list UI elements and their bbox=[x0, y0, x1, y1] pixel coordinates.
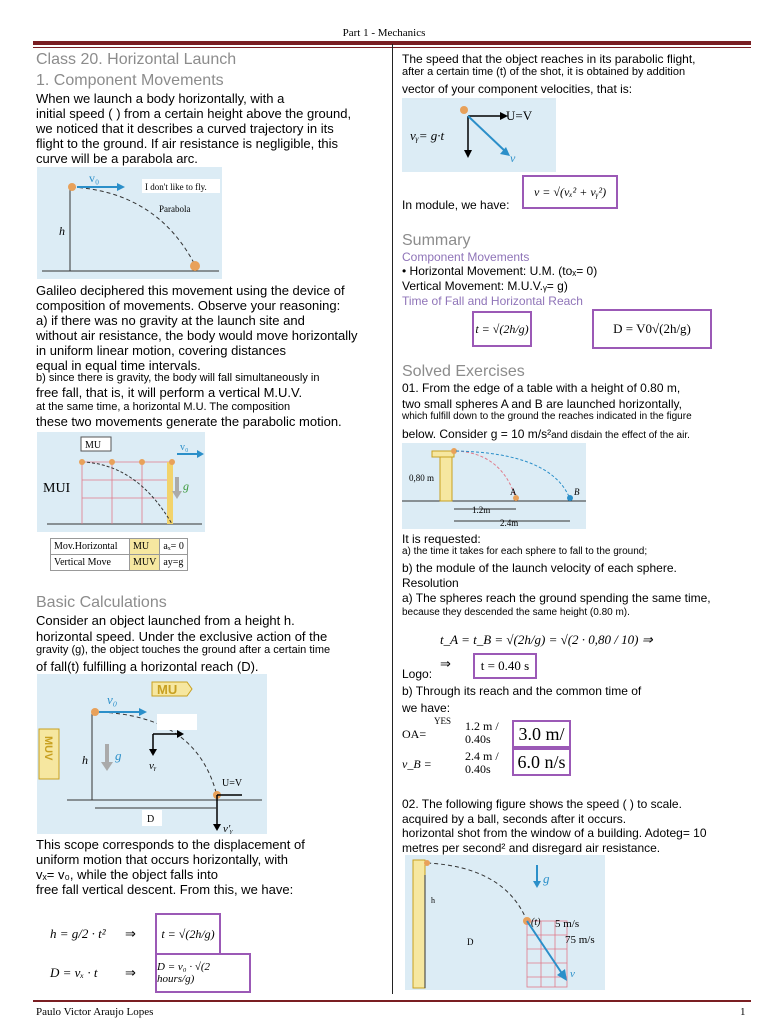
figure-table-spheres bbox=[402, 443, 586, 529]
va-label: OA= bbox=[402, 727, 427, 741]
launch-diagram bbox=[37, 674, 267, 834]
horizontal-movement: • Horizontal Movement: U.M. (toₓ= 0) bbox=[402, 264, 598, 278]
component-movements-heading: Component Movements bbox=[402, 250, 530, 264]
g-label: g bbox=[183, 479, 189, 493]
speed-line1: The speed that the object reaches in its parabolic flight, bbox=[402, 52, 696, 66]
column-divider bbox=[392, 44, 393, 994]
vy-label: vᵧ bbox=[149, 760, 157, 772]
table-cell: Mov.Horizontal bbox=[51, 539, 130, 555]
mu-label: MU bbox=[85, 440, 102, 451]
equation-t-box: t = √(2h/g) bbox=[155, 913, 221, 955]
t-label: (t) bbox=[531, 917, 541, 928]
ex2-line1: 02. The following figure shows the speed ( ) to scale. bbox=[402, 797, 682, 811]
requested: It is requested: bbox=[402, 532, 481, 546]
vertical-movement: Vertical Movement: M.U.V.ᵧ= g) bbox=[402, 279, 568, 293]
va-fraction: 1.2 m / 0.40s bbox=[465, 719, 499, 746]
resolution: Resolution bbox=[402, 576, 459, 590]
table-row bbox=[51, 539, 188, 555]
intro-paragraph: When we launch a body horizontally, with a initial speed ( ) from a certain height above the ground, we noticed that it describes a curved trajectory in its flight to the ground. If air resistance is negligible, this curve will be a parabola arc. bbox=[36, 91, 352, 166]
va-yes: YES bbox=[434, 716, 452, 726]
parabola-diagram bbox=[37, 167, 222, 279]
class-title: Class 20. Horizontal Launch bbox=[36, 51, 237, 68]
arrow-2: ⇒ bbox=[125, 965, 136, 980]
page-header: Part 1 - Mechanics bbox=[342, 27, 426, 39]
h-label: h bbox=[431, 896, 435, 905]
vb-label: v_B = bbox=[402, 757, 432, 771]
vy2-label: v'ᵧ bbox=[223, 823, 233, 834]
b-label: B bbox=[574, 487, 580, 497]
d1-label: 1.2m bbox=[472, 505, 491, 515]
v-label: v bbox=[510, 151, 516, 165]
equation-h: h = g/2 · t² bbox=[50, 926, 106, 941]
in-module: In module, we have: bbox=[402, 198, 510, 212]
arrow-1: ⇒ bbox=[125, 926, 136, 941]
basic-line1: Consider an object launched from a height h. bbox=[36, 613, 295, 628]
composition-diagram bbox=[37, 432, 205, 532]
va-result-box: 3.0 m/ bbox=[512, 720, 571, 748]
time-equation: t_A = t_B = √(2h/g) = √(2 · 0,80 / 10) ⇒ bbox=[440, 632, 653, 647]
d-label: D bbox=[467, 937, 474, 947]
h-label: h bbox=[82, 753, 88, 767]
vb-fraction: 2.4 m / 0.40s bbox=[465, 749, 499, 776]
velocity-diagram bbox=[402, 98, 556, 172]
section-title: 1. Component Movements bbox=[36, 72, 224, 89]
ex1-line4: below. Consider g = 10 m/s²and disdain the effect of the air. bbox=[402, 427, 690, 441]
uv-label: U=V bbox=[506, 108, 533, 123]
table-row bbox=[51, 555, 188, 571]
galileo-b3: at the same time, a horizontal M.U. The composition bbox=[36, 401, 291, 413]
solved-exercises-title: Solved Exercises bbox=[402, 363, 525, 380]
spheres-diagram bbox=[402, 443, 586, 529]
figure-building bbox=[405, 855, 605, 990]
summary-d-box: D = V0√(2h/g) bbox=[592, 309, 712, 349]
height-label: 0,80 m bbox=[409, 473, 435, 483]
ex2-line2: acquired by a ball, seconds after it occurs. bbox=[402, 812, 627, 826]
table-cell: ay=g bbox=[160, 555, 187, 571]
figure-launch bbox=[37, 674, 267, 834]
v5-label: 5 m/s bbox=[555, 918, 580, 930]
v0-label: v₀ bbox=[107, 692, 118, 707]
summary-title: Summary bbox=[402, 232, 471, 249]
galileo-paragraph: Galileo deciphered this movement using the device of composition of movements. Observe your reasoning: a) if there was no gravity at the launch site and without air resistance, the body would move horizontally in uniform linear motion, covering distances equal in equal time intervals. bbox=[36, 283, 358, 373]
logo-label: Logo: bbox=[402, 667, 433, 681]
galileo-b4: these two movements generate the parabolic motion. bbox=[36, 414, 342, 429]
uv-label: U=V bbox=[222, 778, 243, 789]
movement-table bbox=[50, 538, 188, 571]
muv-label: MUV bbox=[42, 736, 54, 761]
basic-line3: gravity (g), the object touches the ground after a certain time bbox=[36, 644, 331, 656]
scope-paragraph: This scope corresponds to the displacement of uniform motion that occurs horizontally, with vₓ= v₀, while the object falls into free fall vertical descent. From this, we have: bbox=[36, 837, 305, 897]
v75-label: 75 m/s bbox=[565, 934, 595, 946]
table-cell: MUV bbox=[130, 555, 160, 571]
basic-line2: horizontal speed. Under the exclusive action of the bbox=[36, 629, 328, 644]
vb-result-box: 6.0 n/s bbox=[512, 748, 571, 776]
resolution-a-note: because they descended the same height (0.80 m). bbox=[402, 607, 630, 618]
d2-label: 2.4m bbox=[500, 518, 519, 528]
h-label: h bbox=[59, 224, 65, 238]
g-label: g bbox=[543, 871, 550, 886]
time-fall-heading: Time of Fall and Horizontal Reach bbox=[402, 294, 583, 308]
v0-label: v₀ bbox=[89, 171, 100, 185]
note-label: I don't like to fly. bbox=[145, 182, 207, 192]
table-cell: MU bbox=[130, 539, 160, 555]
ex1-line1: 01. From the edge of a table with a height of 0.80 m, bbox=[402, 381, 681, 395]
table-cell: Vertical Move bbox=[51, 555, 130, 571]
figure-parabola bbox=[37, 167, 222, 279]
equation-d: D = vₓ · t bbox=[50, 965, 98, 980]
g-label: g bbox=[115, 748, 122, 763]
figure-composition bbox=[37, 432, 205, 532]
ex1-line2: two small spheres A and B are launched horizontally, bbox=[402, 397, 682, 411]
building-diagram bbox=[405, 855, 605, 990]
summary-t-box: t = √(2h/g) bbox=[472, 311, 532, 347]
ex2-line3: horizontal shot from the window of a building. Adoteg= 10 bbox=[402, 826, 707, 840]
vy-label: vᵧ= g·t bbox=[410, 128, 445, 143]
v0-label: v₀ bbox=[180, 442, 189, 453]
footer-rule bbox=[33, 1000, 751, 1002]
resolution-a: a) The spheres reach the ground spending the same time, bbox=[402, 591, 711, 605]
basic-line4: of fall(t) fulfilling a horizontal reach (D). bbox=[36, 659, 259, 674]
speed-line3: vector of your component velocities, that is: bbox=[402, 82, 633, 96]
velocity-formula-box: v = √(vₓ² + vᵧ²) bbox=[522, 175, 618, 209]
table-cell: aₓ= 0 bbox=[160, 539, 187, 555]
galileo-b2: free fall, that is, it will perform a vertical M.U.V. bbox=[36, 385, 303, 400]
ex1-line3: which fulfill down to the ground the reaches indicated in the figure bbox=[402, 411, 692, 422]
equation-d-box: D = v₀ · √(2 hours/g) bbox=[155, 953, 251, 993]
figure-velocity-vector bbox=[402, 98, 556, 172]
ex2-line4: metres per second² and disregard air resistance. bbox=[402, 841, 661, 855]
basic-calculations-title: Basic Calculations bbox=[36, 594, 167, 611]
time-result-box: t = 0.40 s bbox=[473, 653, 537, 679]
footer-author: Paulo Victor Araujo Lopes bbox=[36, 1006, 154, 1018]
mui-label: MUI bbox=[43, 481, 71, 496]
a-label: A bbox=[510, 487, 517, 497]
speed-line2: after a certain time (t) of the shot, it is obtained by addition bbox=[402, 66, 686, 78]
page-number: 1 bbox=[740, 1006, 746, 1018]
d-label: D bbox=[147, 814, 155, 825]
arrow-3: ⇒ bbox=[440, 656, 451, 671]
parabola-label: Parabola bbox=[159, 204, 191, 214]
mu-label: MU bbox=[157, 682, 178, 697]
request-a: a) the time it takes for each sphere to fall to the ground; bbox=[402, 546, 648, 557]
resolution-b2: we have: bbox=[402, 701, 451, 715]
request-b: b) the module of the launch velocity of each sphere. bbox=[402, 561, 677, 575]
resolution-b1: b) Through its reach and the common time of bbox=[402, 684, 642, 698]
galileo-b: b) since there is gravity, the body will fall simultaneously in bbox=[36, 372, 320, 384]
v-label: v bbox=[570, 968, 575, 980]
